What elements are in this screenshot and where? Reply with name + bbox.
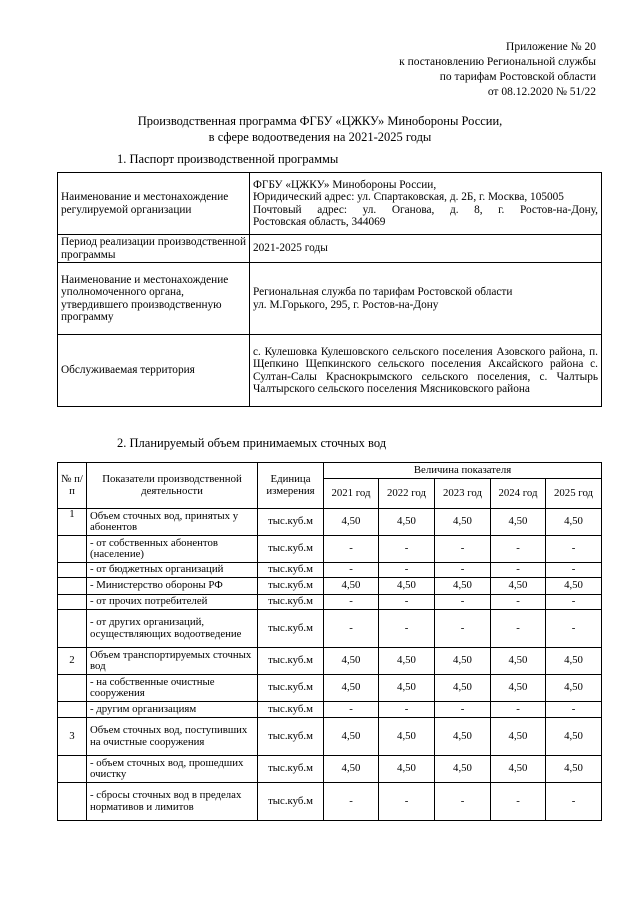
table-row [58, 563, 602, 578]
row-value: 4,50 [435, 648, 491, 675]
row-value: 4,50 [379, 648, 435, 675]
row-number: 2 [58, 648, 87, 675]
row-number: 1 [58, 509, 87, 536]
volume-table-body [58, 509, 602, 821]
row-indicator: Объем транспортируемых сточных вод [87, 648, 258, 675]
row-value: 4,50 [491, 509, 546, 536]
passport-row [58, 263, 602, 335]
row-value: - [546, 783, 602, 821]
row-unit: тыс.куб.м [258, 718, 324, 756]
row-indicator: - Министерство обороны РФ [87, 578, 258, 595]
row-number [58, 756, 87, 783]
row-value: 4,50 [324, 648, 379, 675]
row-unit: тыс.куб.м [258, 783, 324, 821]
row-value: - [324, 702, 379, 718]
row-value: 4,50 [491, 648, 546, 675]
passport-label: Период реализации производственной программы [58, 235, 250, 263]
row-value: 4,50 [379, 718, 435, 756]
appendix-line: по тарифам Ростовской области [439, 71, 596, 83]
row-value: 4,50 [324, 756, 379, 783]
row-value: 4,50 [491, 675, 546, 702]
row-value: 4,50 [379, 675, 435, 702]
table-row [58, 595, 602, 610]
header-num: № п/п [58, 463, 87, 509]
row-value: - [546, 563, 602, 578]
row-value: - [379, 702, 435, 718]
row-value: 4,50 [324, 509, 379, 536]
appendix-block [296, 40, 596, 100]
passport-row [58, 235, 602, 263]
row-number [58, 595, 87, 610]
row-number [58, 675, 87, 702]
header-unit: Единица измерения [258, 463, 324, 509]
row-number: 3 [58, 718, 87, 756]
row-indicator: - от бюджетных организаций [87, 563, 258, 578]
document-title [60, 113, 580, 145]
row-value: 4,50 [546, 509, 602, 536]
row-unit: тыс.куб.м [258, 509, 324, 536]
row-value: 4,50 [324, 675, 379, 702]
row-value: 4,50 [435, 756, 491, 783]
row-value: - [546, 595, 602, 610]
appendix-line: к постановлению Региональной службы [399, 56, 596, 68]
row-value: 4,50 [546, 756, 602, 783]
row-value: - [435, 595, 491, 610]
row-value: - [435, 563, 491, 578]
row-unit: тыс.куб.м [258, 595, 324, 610]
section-heading-volume: 2. Планируемый объем принимаемых сточных вод [117, 436, 387, 450]
row-value: - [379, 610, 435, 648]
row-value: - [491, 563, 546, 578]
header-year: 2025 год [546, 479, 602, 509]
row-value: 4,50 [435, 509, 491, 536]
row-value: - [324, 783, 379, 821]
header-row [58, 463, 602, 479]
row-value: - [491, 702, 546, 718]
passport-value [250, 263, 602, 335]
row-number [58, 578, 87, 595]
volume-table [57, 462, 602, 821]
table-row [58, 536, 602, 563]
row-value: 4,50 [435, 578, 491, 595]
passport-value-line: Юридический адрес: ул. Спартаковская, д. 2Б, г. Москва, 105005 [253, 191, 564, 203]
passport-label: Наименование и местонахождение уполномоченного органа, утвердившего производственную программу [58, 263, 250, 335]
row-unit: тыс.куб.м [258, 648, 324, 675]
table-row [58, 509, 602, 536]
row-value: - [546, 702, 602, 718]
row-value: 4,50 [546, 675, 602, 702]
header-year: 2023 год [435, 479, 491, 509]
passport-label: Обслуживаемая территория [58, 335, 250, 407]
passport-table [57, 172, 602, 407]
row-indicator: - от других организаций, осуществляющих водоотведение [87, 610, 258, 648]
row-number [58, 536, 87, 563]
row-indicator: - на собственные очистные сооружения [87, 675, 258, 702]
passport-row [58, 335, 602, 407]
row-number [58, 610, 87, 648]
row-value: - [324, 563, 379, 578]
row-indicator: - от собственных абонентов (население) [87, 536, 258, 563]
passport-value-line: Региональная служба по тарифам Ростовской области [253, 286, 513, 298]
row-value: 4,50 [546, 578, 602, 595]
row-indicator: - сбросы сточных вод в пределах нормативов и лимитов [87, 783, 258, 821]
row-value: 4,50 [491, 718, 546, 756]
section-heading-passport: 1. Паспорт производственной программы [117, 152, 339, 166]
row-value: 4,50 [435, 718, 491, 756]
title-line: в сфере водоотведения на 2021-2025 годы [208, 130, 432, 144]
row-unit: тыс.куб.м [258, 563, 324, 578]
row-value: - [324, 536, 379, 563]
passport-value-line: Ростовская область, 344069 [253, 216, 386, 228]
row-unit: тыс.куб.м [258, 610, 324, 648]
row-value: - [435, 610, 491, 648]
row-value: - [491, 595, 546, 610]
row-value: 4,50 [324, 718, 379, 756]
passport-value-line: ФГБУ «ЦЖКУ» Минобороны России, [253, 178, 437, 191]
header-year: 2021 год [324, 479, 379, 509]
table-row [58, 610, 602, 648]
row-value: - [435, 783, 491, 821]
passport-value-line: с. Кулешовка Кулешовского сельского поселения Азовского района, п. Щепкино Щепкинского сельского поселения Аксайского района с. Султан-Салы Краснокрымского сельского поселения, с. Чалтырь Чалтырского сельского поселения Мясниковского района [253, 345, 598, 395]
row-unit: тыс.куб.м [258, 536, 324, 563]
row-value: - [379, 595, 435, 610]
row-value: - [546, 610, 602, 648]
row-value: 4,50 [379, 509, 435, 536]
title-line: Производственная программа ФГБУ «ЦЖКУ» Минобороны России, [137, 114, 503, 128]
passport-label: Наименование и местонахождение регулируемой организации [58, 173, 250, 235]
row-indicator: Объем сточных вод, принятых у абонентов [87, 509, 258, 536]
row-value: 4,50 [324, 578, 379, 595]
row-value: - [491, 610, 546, 648]
appendix-line: Приложение № 20 [506, 41, 596, 53]
passport-value-line: 2021-2025 годы [253, 242, 328, 255]
table-row [58, 756, 602, 783]
row-value: - [491, 536, 546, 563]
header-year: 2022 год [379, 479, 435, 509]
passport-value-line: ул. М.Горького, 295, г. Ростов-на-Дону [253, 298, 439, 311]
row-value: - [379, 563, 435, 578]
row-indicator: - от прочих потребителей [87, 595, 258, 610]
row-value: 4,50 [546, 718, 602, 756]
row-value: - [324, 595, 379, 610]
row-unit: тыс.куб.м [258, 756, 324, 783]
header-value-group: Величина показателя [324, 463, 602, 479]
row-value: - [379, 783, 435, 821]
passport-value-line: Почтовый адрес: ул. Оганова, д. 8, г. Ростов-на-Дону, [253, 203, 598, 216]
header-indicator: Показатели производственной деятельности [87, 463, 258, 509]
row-value: - [435, 536, 491, 563]
row-number [58, 702, 87, 718]
row-value: - [324, 610, 379, 648]
row-indicator: - другим организациям [87, 702, 258, 718]
table-row [58, 783, 602, 821]
row-value: - [379, 536, 435, 563]
table-row [58, 718, 602, 756]
row-unit: тыс.куб.м [258, 702, 324, 718]
header-year: 2024 год [491, 479, 546, 509]
row-value: 4,50 [379, 578, 435, 595]
passport-value [250, 235, 602, 263]
passport-value [250, 173, 602, 235]
row-indicator: Объем сточных вод, поступивших на очистные сооружения [87, 718, 258, 756]
row-value: 4,50 [491, 756, 546, 783]
row-value: - [435, 702, 491, 718]
row-number [58, 783, 87, 821]
passport-row [58, 173, 602, 235]
row-indicator: - объем сточных вод, прошедших очистку [87, 756, 258, 783]
row-value: - [491, 783, 546, 821]
row-value: - [546, 536, 602, 563]
row-value: 4,50 [379, 756, 435, 783]
row-value: 4,50 [491, 578, 546, 595]
passport-value [250, 335, 602, 407]
row-unit: тыс.куб.м [258, 578, 324, 595]
row-value: 4,50 [546, 648, 602, 675]
table-row [58, 578, 602, 595]
appendix-line: от 08.12.2020 № 51/22 [487, 86, 596, 98]
table-row [58, 702, 602, 718]
table-row [58, 675, 602, 702]
row-value: 4,50 [435, 675, 491, 702]
row-unit: тыс.куб.м [258, 675, 324, 702]
table-row [58, 648, 602, 675]
row-number [58, 563, 87, 578]
